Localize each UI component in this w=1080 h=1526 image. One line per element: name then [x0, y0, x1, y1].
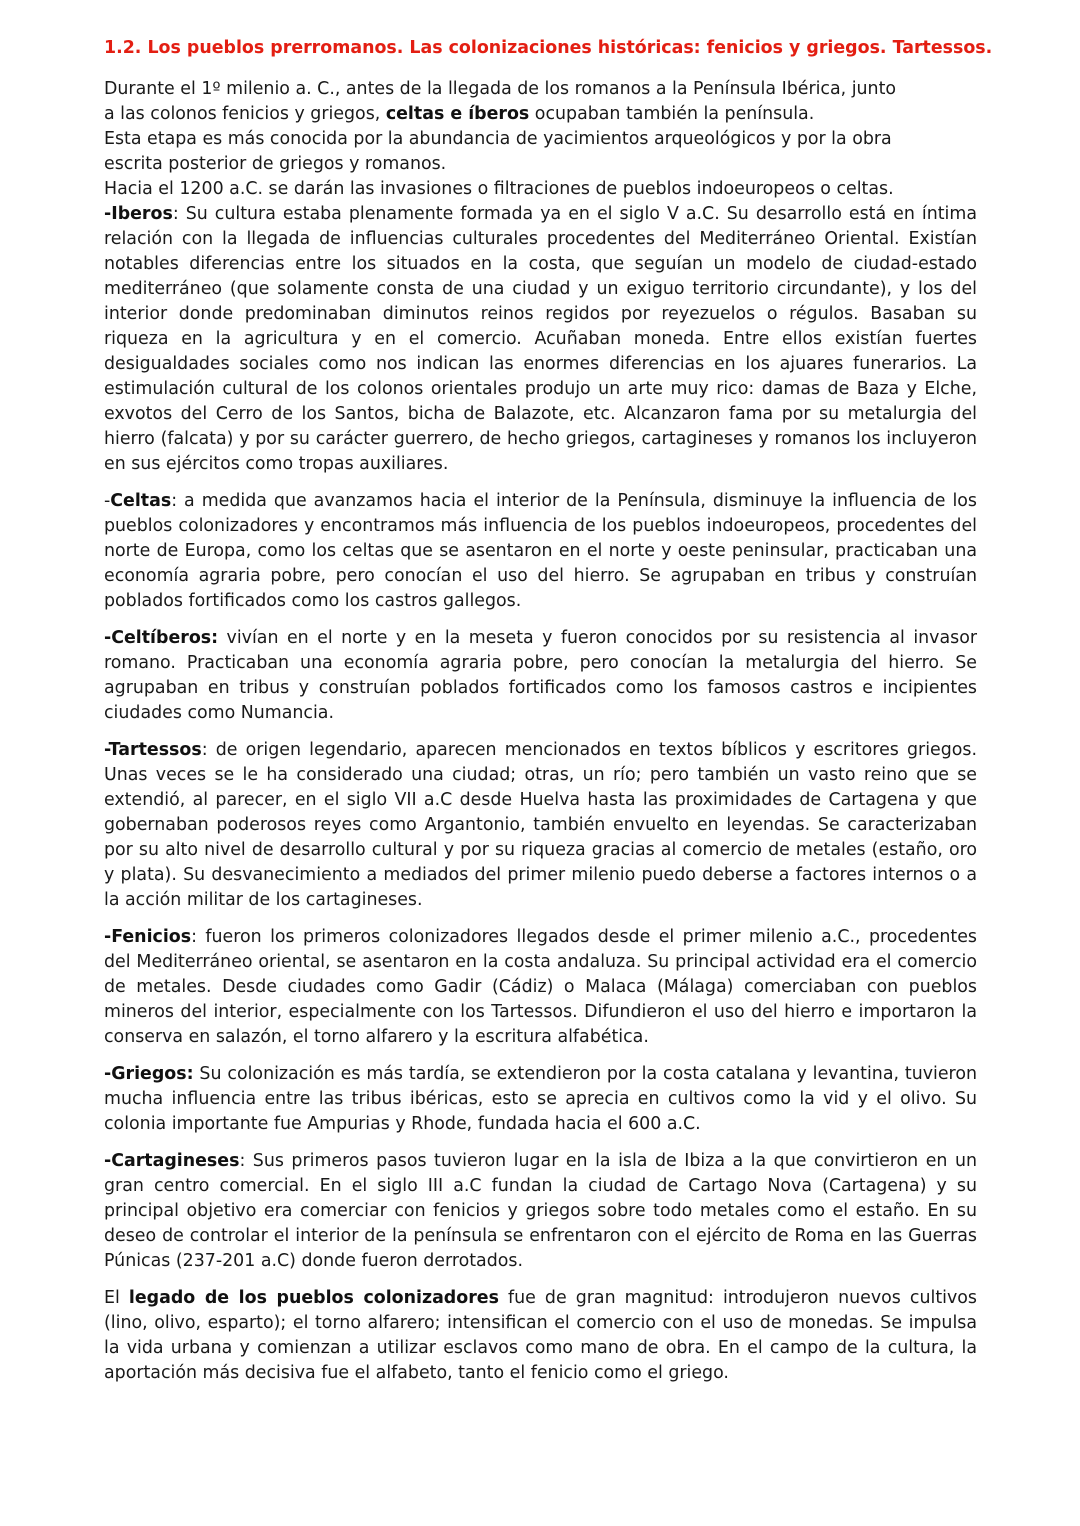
- section-body: : Sus primeros pasos tuvieron lugar en la isla de Ibiza a la que convirtieron en un gran centro comercial. En el siglo III a.C fundan la ciudad de Cartago Nova (Cartagena) y su principal objetivo era comerciar con fenicios y griegos sobre todo metales como el estaño. En su deseo de controlar el interior de la península se enfrentaron con el ejército de Roma en las Guerras Púnicas (237-201 a.C) donde fueron derrotados.: [104, 1151, 977, 1271]
- section-heading: -Iberos: [104, 204, 173, 224]
- section-body: Su colonización es más tardía, se extendieron por la costa catalana y levantina, tuvieron mucha influencia entre las tribus ibéricas, esto se aprecia en cultivos como la vid y el olivo. Su colonia importante fue Ampurias y Rhode, fundada hacia el 600 a.C.: [104, 1064, 977, 1134]
- intro-line: Durante el 1º milenio a. C., antes de la llegada de los romanos a la Península Ibérica, junto: [104, 79, 897, 99]
- section-heading: -Fenicios: [104, 927, 192, 947]
- section-heading: -Cartagineses: [104, 1151, 240, 1171]
- section-body: : de origen legendario, aparecen mencionados en textos bíblicos y escritores griegos. Unas veces se le ha considerado una ciudad; otras, un río; pero también un vasto reino que se extendió, al parecer, en el siglo VII a.C desde Huelva hasta las proximidades de Cartagena y que gobernaban poderosos reyes como Argantonio, también envuelto en leyendas. Se caracterizaban por su alto nivel de desarrollo cultural y por su riqueza gracias al comercio de metales (estaño, oro y plata). Su desvanecimiento a mediados del primer milenio puedo deberse a factores internos o a la acción militar de los cartagineses.: [104, 740, 977, 910]
- section-heading: legado de los pueblos colonizadores: [128, 1288, 499, 1308]
- section-iberos: [104, 202, 977, 477]
- section-heading: Celtas: [110, 491, 172, 511]
- intro-line: a las colonos fenicios y griegos, celtas e íberos ocupaban también la península.: [104, 104, 815, 124]
- section-celtas: -Celtas: a medida que avanzamos hacia el interior de la Península, disminuye la influencia de los pueblos colonizadores y encontramos más influencia de los pueblos indoeuropeos, procedentes del norte de Europa, como los celtas que se asentaron en el norte y oeste peninsular, practicaban una economía agraria pobre, pero conocían el uso del hierro. Se agrupaban en tribus y construían poblados fortificados como los castros gallegos.: [104, 491, 977, 611]
- section-celtiberos: [104, 626, 977, 726]
- section-body: : Su cultura estaba plenamente formada ya en el siglo V a.C. Su desarrollo está en íntima relación con la llegada de influencias culturales procedentes del Mediterráneo Oriental. Existían notables diferencias entre los situados en la costa, que seguían un modelo de ciudad-estado mediterráneo (que solamente consta de una ciudad y un exiguo territorio circundante), y los del interior donde predominaban diminutos reinos regidos por reyezuelos o régulos. Basaban su riqueza en la agricultura y en el comercio. Acuñaban moneda. Entre ellos existían fuertes desigualdades sociales como nos indican las enormes diferencias en los ajuares funerarios. La estimulación cultural de los colonos orientales produjo un arte muy rico: damas de Baza y Elche, exvotos del Cerro de los Santos, bicha de Balazote, etc. Alcanzaron fama por su metalurgia del hierro (falcata) y por su carácter guerrero, de hecho griegos, cartagineses y romanos los incluyeron en sus ejércitos como tropas auxiliares.: [104, 204, 977, 474]
- section-heading: -Tartessos: [104, 740, 202, 760]
- section-heading: -Griegos:: [104, 1064, 194, 1084]
- section-tartessos: [104, 738, 977, 913]
- section-legado: El legado de los pueblos colonizadores fue de gran magnitud: introdujeron nuevos cultivos (lino, olivo, esparto); el torno alfarero; intensifican el comercio con el uso de monedas. Se impulsa la vida urbana y comienzan a utilizar esclavos como mano de obra. En el campo de la cultura, la aportación más decisiva fue el alfabeto, tanto el fenicio como el griego.: [104, 1288, 977, 1383]
- section-cartagineses: [104, 1149, 977, 1274]
- section-body: : fueron los primeros colonizadores llegados desde el primer milenio a.C., procedentes del Mediterráneo oriental, se asentaron en la costa andaluza. Su principal actividad era el comercio de metales. Desde ciudades como Gadir (Cádiz) o Malaca (Málaga) comerciaban con pueblos mineros del interior, especialmente con los Tartessos. Difundieron el uso del hierro e importaron la conserva en salazón, el torno alfarero y la escritura alfabética.: [104, 927, 977, 1047]
- page-title: 1.2. Los pueblos prerromanos. Las colonizaciones históricas: fenicios y griegos. Tartessos.: [104, 38, 993, 58]
- section-fenicios: [104, 925, 977, 1050]
- section-body: vivían en el norte y en la meseta y fueron conocidos por su resistencia al invasor romano. Practicaban una economía agraria pobre, pero conocían la metalurgia del hierro. Se agrupaban en tribus y construían poblados fortificados como los famosos castros e incipientes ciudades como Numancia.: [104, 628, 977, 723]
- intro-line: escrita posterior de griegos y romanos.: [104, 154, 447, 174]
- section-heading: -Celtíberos:: [104, 628, 219, 648]
- section-griegos: [104, 1062, 977, 1137]
- document-page: [104, 36, 993, 1386]
- section-body: : a medida que avanzamos hacia el interior de la Península, disminuye la influencia de los pueblos colonizadores y encontramos más influencia de los pueblos indoeuropeos, procedentes del norte de Europa, como los celtas que se asentaron en el norte y oeste peninsular, practicaban una economía agraria pobre, pero conocían el uso del hierro. Se agrupaban en tribus y construían poblados fortificados como los castros gallegos.: [104, 491, 977, 611]
- intro-line: Esta etapa es más conocida por la abundancia de yacimientos arqueológicos y por la obra: [104, 129, 892, 149]
- section-body: fue de gran magnitud: introdujeron nuevos cultivos (lino, olivo, esparto); el torno alfarero; intensifican el comercio con el uso de monedas. Se impulsa la vida urbana y comienzan a utilizar esclavos como mano de obra. En el campo de la cultura, la aportación más decisiva fue el alfabeto, tanto el fenicio como el griego.: [104, 1288, 977, 1383]
- bold-term: celtas e íberos: [385, 104, 530, 124]
- intro-block: [104, 77, 977, 202]
- intro-line: Hacia el 1200 a.C. se darán las invasiones o filtraciones de pueblos indoeuropeos o celtas.: [104, 179, 894, 199]
